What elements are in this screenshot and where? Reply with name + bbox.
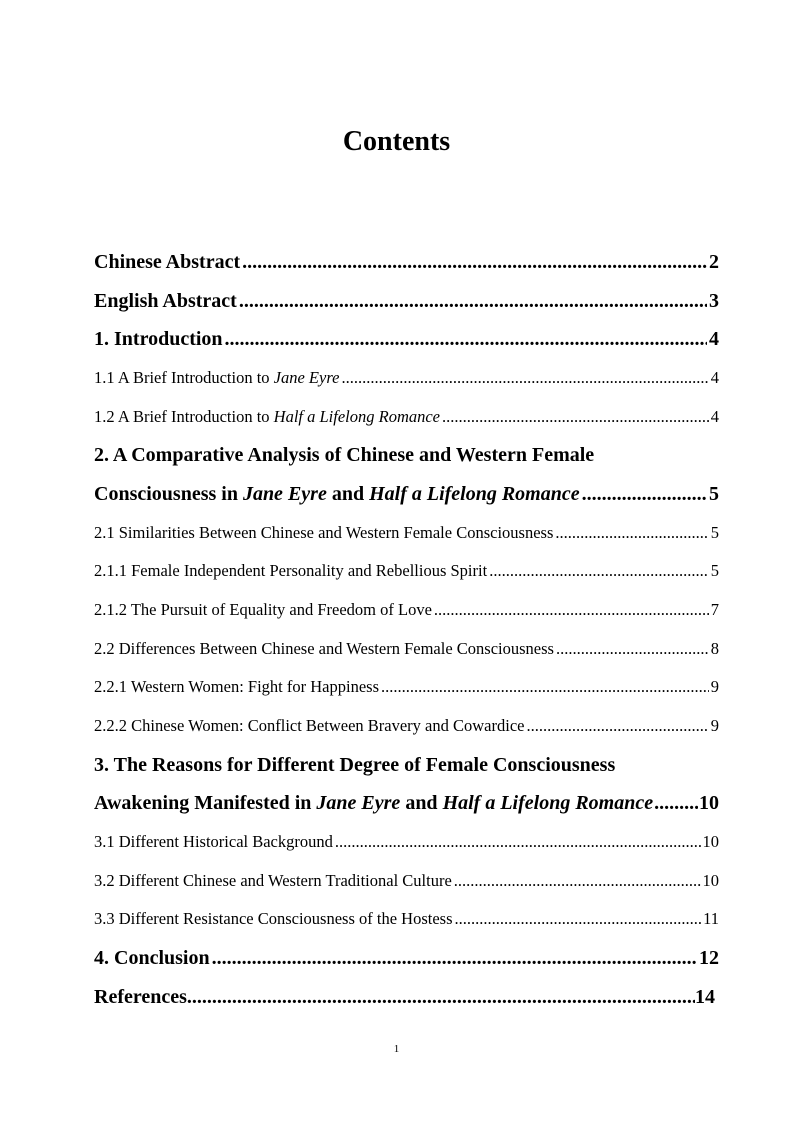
toc-entry-2-1-1[interactable] [94, 560, 719, 582]
toc-entry-chinese-abstract[interactable] [94, 249, 719, 275]
dot-leader [381, 676, 709, 698]
toc-page-number: 10 [702, 832, 719, 851]
dot-leader [555, 522, 708, 544]
dot-leader [335, 831, 701, 853]
page-title: Contents [342, 126, 451, 157]
toc-page-number: 9 [710, 716, 719, 735]
dot-leader [526, 715, 708, 737]
dot-leader [442, 406, 709, 428]
toc-page-number: 10 [699, 792, 719, 814]
toc-page-number: 4 [710, 368, 719, 387]
dot-leader [556, 638, 709, 660]
toc-entry-2-2-2[interactable] [94, 715, 719, 737]
dot-leader [225, 326, 707, 352]
toc-label: Chinese Abstract [94, 251, 241, 273]
toc-label: 4. Conclusion [94, 947, 210, 969]
toc-entry-2-1[interactable] [94, 522, 719, 544]
toc-label: 1.2 A Brief Introduction to Half a Lifelong Romance [94, 407, 441, 426]
dot-leader [654, 790, 698, 816]
dot-leader [212, 945, 697, 971]
toc-label: 2.1.1 Female Independent Personality and Rebellious Spirit [94, 561, 488, 580]
toc-entry-2[interactable] [94, 481, 719, 507]
toc-label: 2.2.1 Western Women: Fight for Happiness [94, 677, 379, 696]
toc-page-number: 4 [709, 328, 719, 350]
toc-entry-1-1[interactable] [94, 367, 719, 389]
toc-entry-3-3[interactable] [94, 908, 719, 930]
toc-label: 1. Introduction [94, 328, 223, 350]
toc-page-number: 4 [710, 407, 719, 426]
toc-label: 2.2.2 Chinese Women: Conflict Between Bravery and Cowardice [94, 716, 525, 735]
toc-page-number: 14 [695, 986, 715, 1008]
dot-leader [187, 984, 695, 1010]
toc-label: 1.1 A Brief Introduction to Jane Eyre [94, 368, 340, 387]
dot-leader [455, 908, 702, 930]
toc-label: 3.2 Different Chinese and Western Traditional Culture [94, 871, 452, 890]
toc-label-italic: Jane Eyre [273, 368, 340, 387]
toc-label: 2.1 Similarities Between Chinese and Western Female Consciousness [94, 523, 554, 542]
toc-label: References [94, 986, 187, 1008]
toc-label: 2.1.2 The Pursuit of Equality and Freedom of Love [94, 600, 432, 619]
toc-entry-2-2[interactable] [94, 638, 719, 660]
toc-entry-2-1-2[interactable] [94, 599, 719, 621]
toc-label: 2.2 Differences Between Chinese and Western Female Consciousness [94, 639, 554, 658]
toc-page-number: 5 [709, 483, 719, 505]
toc-label: 3.3 Different Resistance Consciousness of the Hostess [94, 909, 453, 928]
page-number-footer: 1 [393, 1043, 400, 1055]
dot-leader [454, 870, 701, 892]
toc-entry-introduction[interactable] [94, 326, 719, 352]
dot-leader [242, 249, 707, 275]
dot-leader [434, 599, 709, 621]
toc-label-italic: Half a Lifelong Romance [273, 407, 441, 426]
toc-label: Awakening Manifested in Jane Eyre and Half a Lifelong Romance [94, 792, 654, 814]
toc-entry-conclusion[interactable] [94, 945, 719, 971]
dot-leader [341, 367, 708, 389]
toc-page-number: 7 [710, 600, 719, 619]
toc-page-number: 10 [702, 871, 719, 890]
toc-entry-2-line1[interactable]: 2. A Comparative Analysis of Chinese and Western Female [94, 444, 595, 466]
toc-page-number: 12 [699, 947, 719, 969]
dot-leader [239, 288, 707, 314]
toc-page-number: 5 [710, 523, 719, 542]
toc-entry-references[interactable] [94, 984, 715, 1010]
toc-entry-1-2[interactable] [94, 406, 719, 428]
toc-page-number: 11 [703, 909, 719, 928]
toc-label: English Abstract [94, 290, 237, 312]
toc-entry-3-2[interactable] [94, 870, 719, 892]
toc-entry-3-line1[interactable]: 3. The Reasons for Different Degree of Female Consciousness [94, 754, 616, 776]
toc-page-number: 3 [709, 290, 719, 312]
toc-page-number: 5 [710, 561, 719, 580]
toc-page-number: 8 [710, 639, 719, 658]
toc-entry-2-2-1[interactable] [94, 676, 719, 698]
toc-entry-3[interactable] [94, 790, 719, 816]
toc-page-number: 2 [709, 251, 719, 273]
toc-entry-english-abstract[interactable] [94, 288, 719, 314]
toc-entry-3-1[interactable] [94, 831, 719, 853]
toc-label: Consciousness in Jane Eyre and Half a Lifelong Romance [94, 483, 580, 505]
dot-leader [582, 481, 707, 507]
dot-leader [489, 560, 709, 582]
toc-page-number: 9 [710, 677, 719, 696]
toc-label: 3.1 Different Historical Background [94, 832, 333, 851]
